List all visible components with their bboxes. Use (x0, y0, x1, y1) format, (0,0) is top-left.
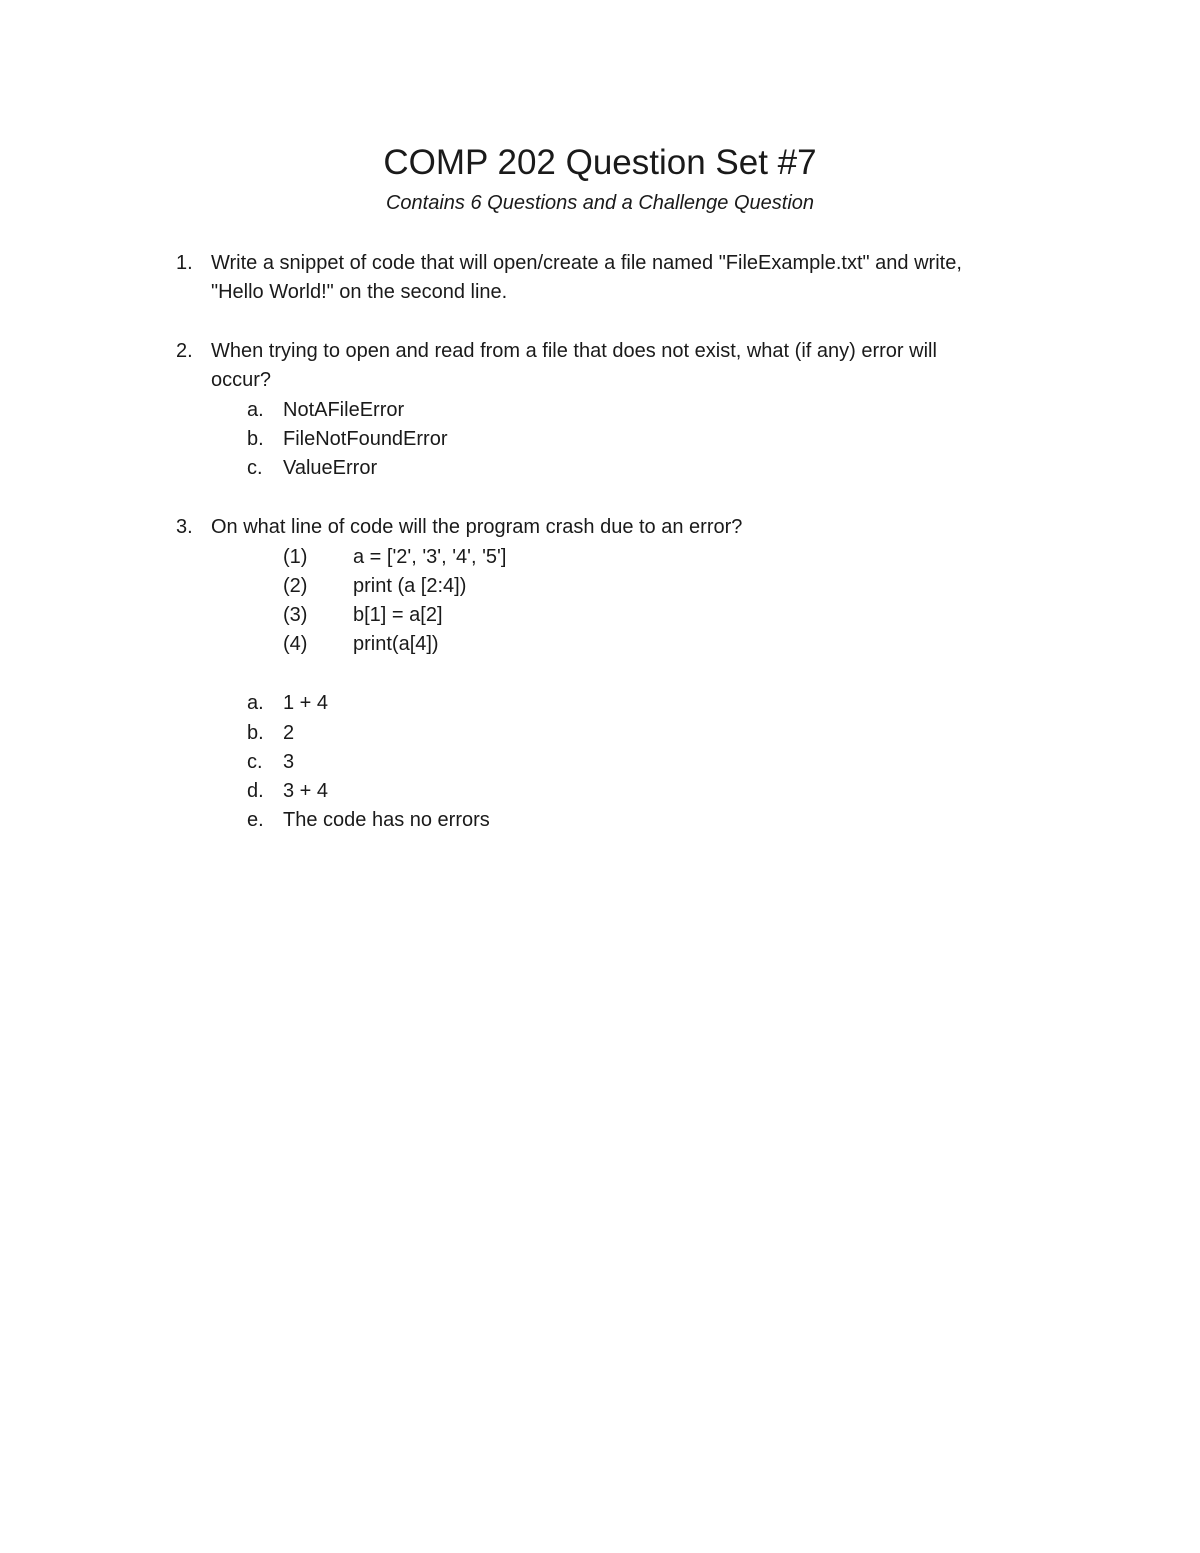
option-letter: d. (247, 780, 264, 802)
question-text-line: occur? (211, 369, 272, 391)
option-letter: b. (247, 722, 264, 744)
option-letter: c. (247, 751, 263, 773)
option-text: NotAFileError (283, 399, 405, 421)
code-line-number: (2) (283, 575, 308, 597)
question-text-line: Write a snippet of code that will open/create a file named "FileExample.txt" and write, (211, 252, 962, 274)
option-text: 3 (283, 751, 295, 773)
code-line-text: a = ['2', '3', '4', '5'] (353, 546, 507, 568)
question-number: 1. (176, 252, 193, 274)
code-line-text: print (a [2:4]) (353, 575, 467, 597)
option-letter: a. (247, 692, 264, 714)
code-line-text: print(a[4]) (353, 633, 439, 655)
page-subtitle: Contains 6 Questions and a Challenge Question (385, 192, 815, 214)
code-line-number: (3) (283, 604, 308, 626)
question-text-line: When trying to open and read from a file that does not exist, what (if any) error will (211, 340, 937, 362)
question-number: 2. (176, 340, 193, 362)
option-letter: b. (247, 428, 264, 450)
page-title: COMP 202 Question Set #7 (383, 143, 817, 182)
question-text-line: On what line of code will the program crash due to an error? (211, 516, 743, 538)
option-text: ValueError (283, 457, 378, 479)
code-line-number: (1) (283, 546, 308, 568)
option-text: 2 (283, 722, 295, 744)
option-text: 1 + 4 (283, 692, 329, 714)
option-letter: e. (247, 809, 264, 831)
code-line-number: (4) (283, 633, 308, 655)
option-text: FileNotFoundError (283, 428, 448, 450)
option-letter: a. (247, 399, 264, 421)
question-number: 3. (176, 516, 193, 538)
question-text-line: "Hello World!" on the second line. (211, 281, 508, 303)
option-letter: c. (247, 457, 263, 479)
option-text: 3 + 4 (283, 780, 329, 802)
code-line-text: b[1] = a[2] (353, 604, 443, 626)
option-text: The code has no errors (283, 809, 490, 831)
